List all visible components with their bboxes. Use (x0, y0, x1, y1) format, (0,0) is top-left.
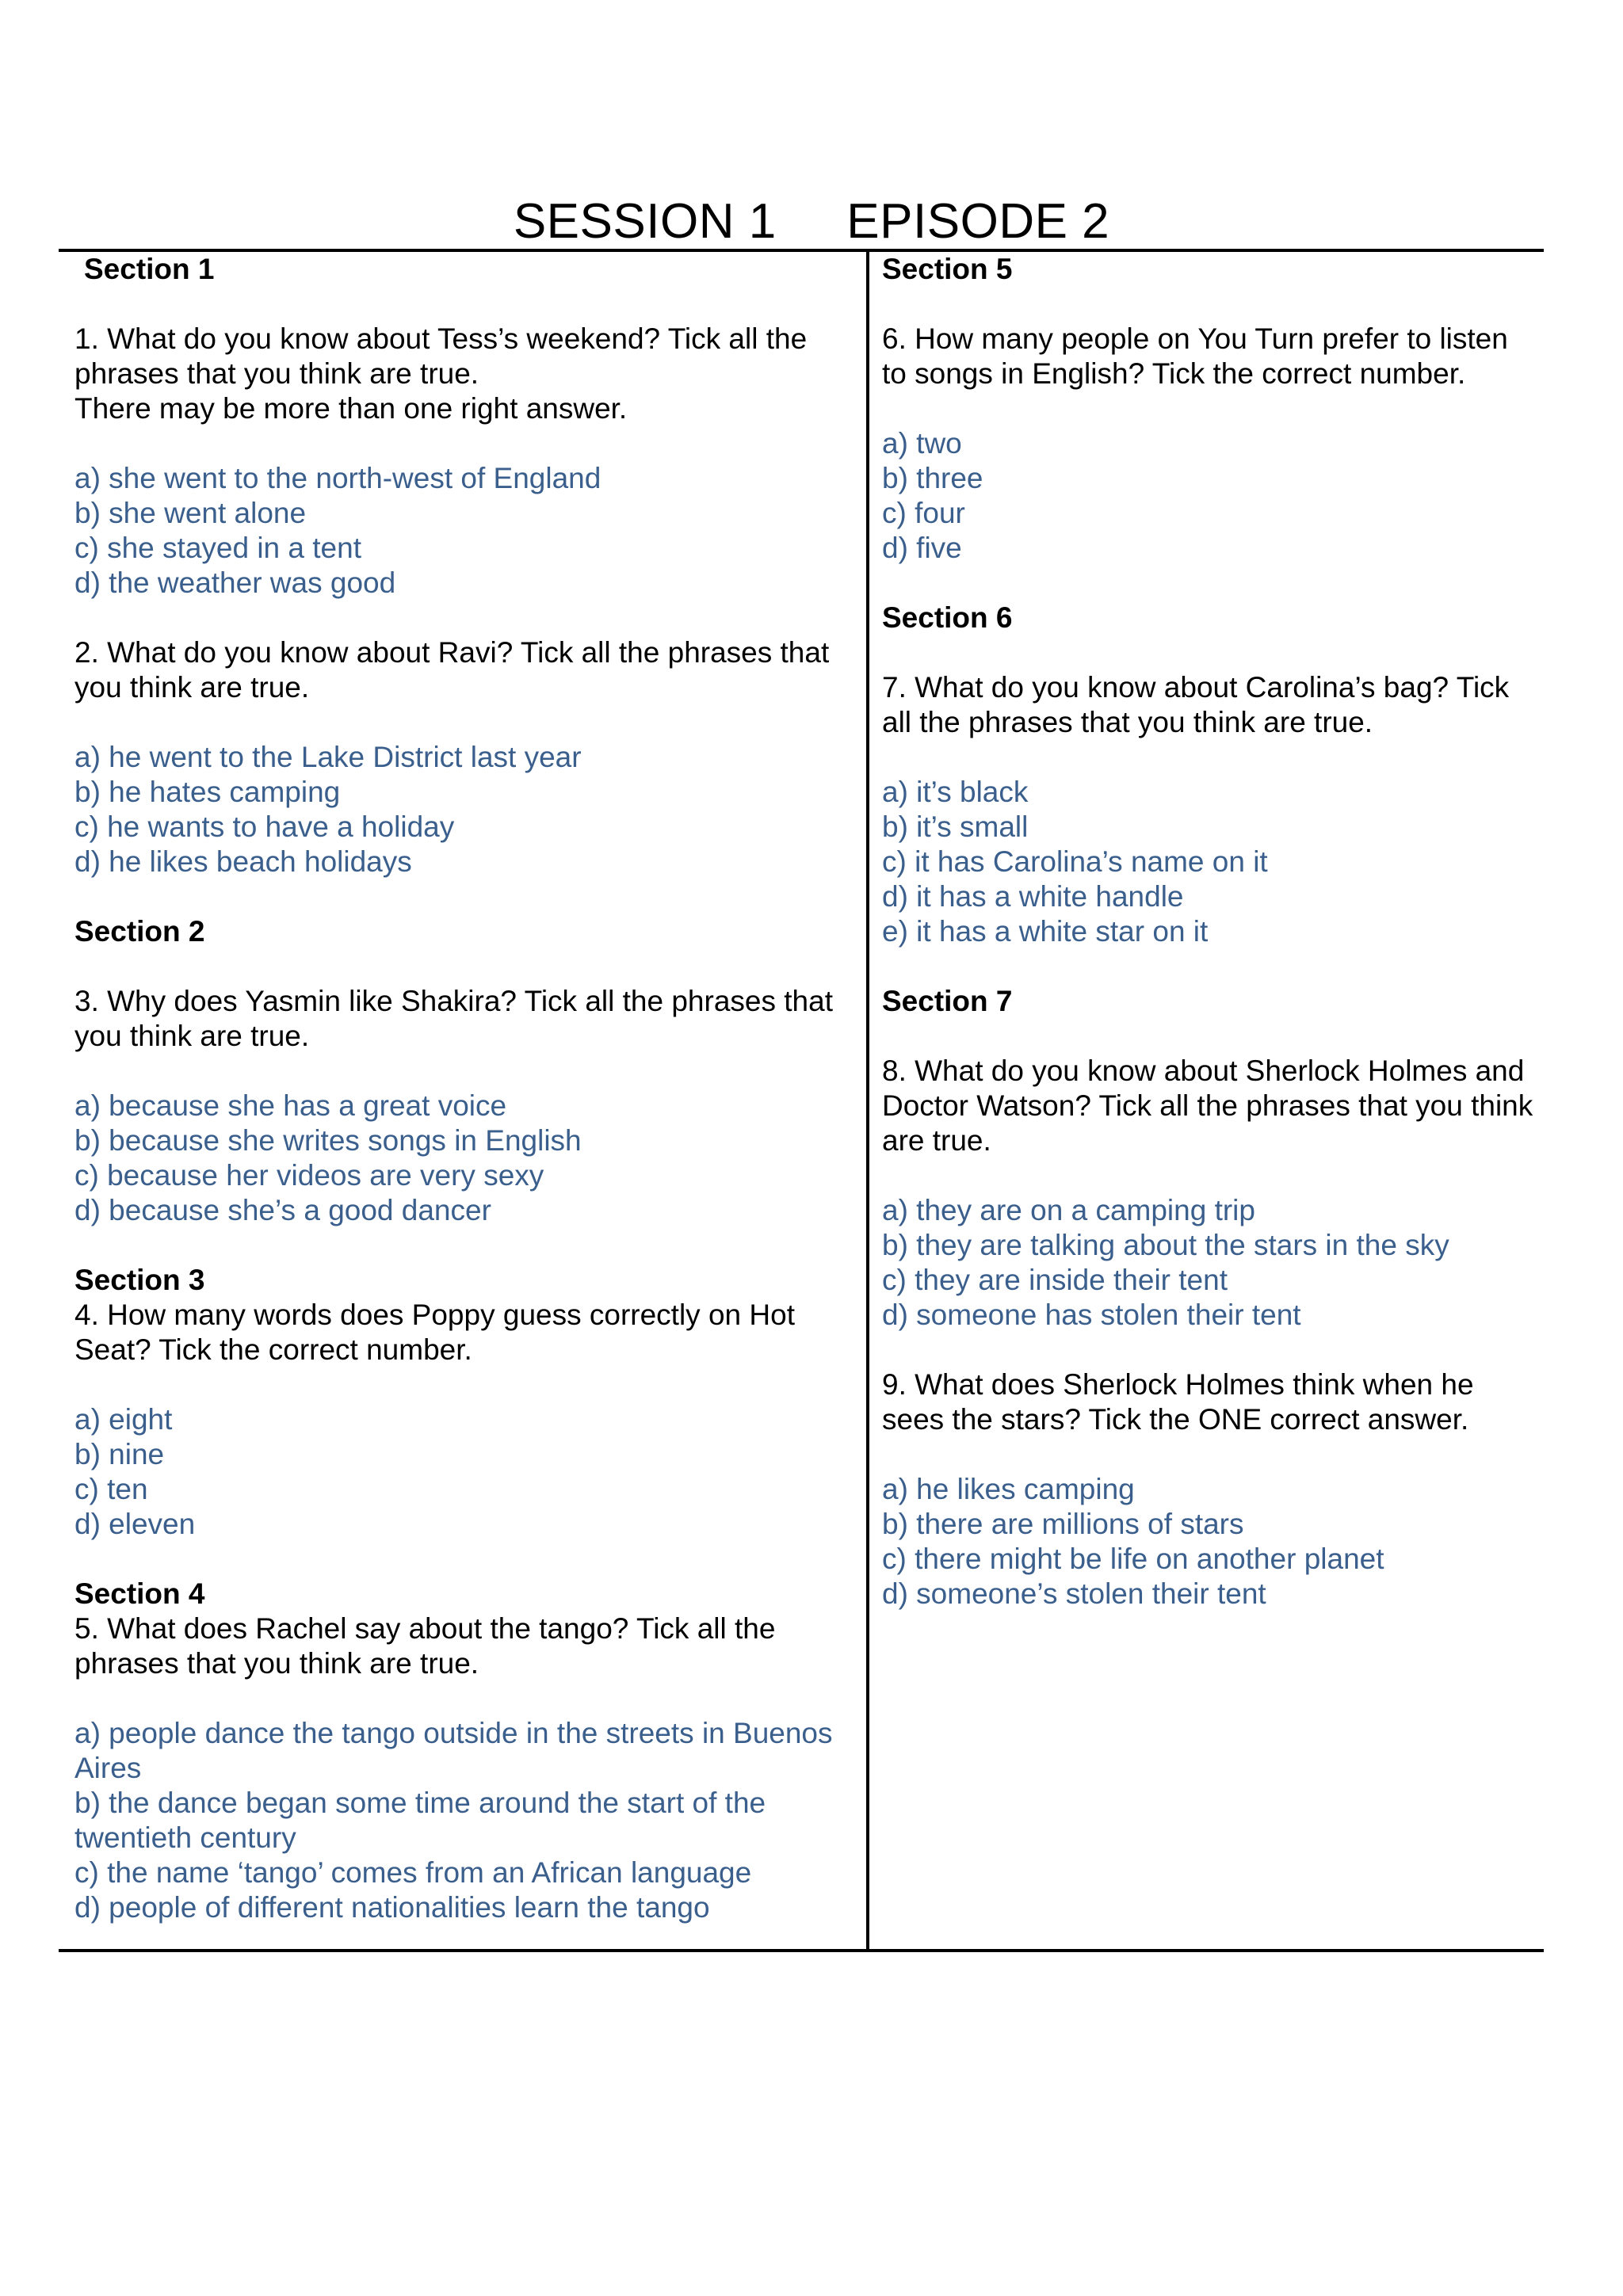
question-1-text: 1. What do you know about Tess’s weekend? Tick all the phrases that you think are true. (74, 322, 808, 390)
bottom-rule (59, 1949, 1544, 1952)
question-3-options (74, 1089, 859, 1228)
option-item[interactable]: b) he hates camping (74, 776, 341, 808)
question-4-options (74, 1402, 859, 1542)
option-item[interactable]: d) because she’s a good dancer (74, 1194, 491, 1226)
option-item[interactable]: b) nine (74, 1438, 165, 1470)
option-item[interactable]: c) she stayed in a tent (74, 532, 361, 564)
option-item[interactable]: a) he likes camping (882, 1473, 1135, 1505)
option-item[interactable]: c) because her videos are very sexy (74, 1159, 544, 1192)
question-1-note: There may be more than one right answer. (74, 392, 628, 425)
section-2-heading: Section 2 (74, 915, 205, 948)
question-2-text: 2. What do you know about Ravi? Tick all the phrases that you think are true. (74, 636, 830, 704)
question-3-text: 3. Why does Yasmin like Shakira? Tick all the phrases that you think are true. (74, 985, 833, 1052)
question-6-text: 6. How many people on You Turn prefer to listen to songs in English? Tick the correct number. (882, 322, 1508, 390)
option-item[interactable]: d) someone’s stolen their tent (882, 1577, 1266, 1610)
option-item[interactable]: c) he wants to have a holiday (74, 810, 455, 843)
option-item[interactable]: b) they are talking about the stars in the sky (882, 1229, 1449, 1261)
option-item[interactable]: d) the weather was good (74, 566, 396, 599)
option-item[interactable]: d) eleven (74, 1508, 196, 1540)
question-4-text: 4. How many words does Poppy guess correctly on Hot Seat? Tick the correct number. (74, 1299, 795, 1366)
question-6-options (882, 426, 1540, 566)
option-item[interactable]: c) it has Carolina’s name on it (882, 845, 1268, 878)
right-column (882, 252, 1540, 1611)
option-item[interactable]: a) two (882, 427, 962, 460)
option-item[interactable]: a) they are on a camping trip (882, 1194, 1255, 1226)
left-column (74, 252, 859, 1925)
option-item[interactable]: c) there might be life on another planet (882, 1543, 1384, 1575)
question-9-text: 9. What does Sherlock Holmes think when he sees the stars? Tick the ONE correct answer. (882, 1368, 1474, 1436)
option-item[interactable]: a) people dance the tango outside in the streets in Buenos Aires (74, 1717, 833, 1784)
question-8-options (882, 1193, 1540, 1333)
question-5-options (74, 1716, 859, 1925)
question-7-options (882, 775, 1540, 949)
option-item[interactable]: d) it has a white handle (882, 880, 1184, 913)
section-1-heading: Section 1 (84, 253, 215, 285)
question-7-text: 7. What do you know about Carolina’s bag? Tick all the phrases that you think are true. (882, 671, 1510, 738)
option-item[interactable]: a) it’s black (882, 776, 1029, 808)
option-item[interactable]: c) four (882, 497, 965, 529)
question-9-options (882, 1472, 1540, 1611)
option-item[interactable]: b) because she writes songs in English (74, 1124, 582, 1157)
option-item[interactable]: c) the name ‘tango’ comes from an African language (74, 1856, 752, 1889)
option-item[interactable]: a) because she has a great voice (74, 1089, 507, 1122)
option-item[interactable]: a) he went to the Lake District last year (74, 741, 582, 773)
question-8-text: 8. What do you know about Sherlock Holmes and Doctor Watson? Tick all the phrases that you think are true. (882, 1055, 1533, 1157)
column-divider (866, 250, 869, 1951)
option-item[interactable]: b) it’s small (882, 810, 1029, 843)
section-3-heading: Section 3 (74, 1264, 205, 1296)
option-item[interactable]: c) they are inside their tent (882, 1264, 1228, 1296)
option-item[interactable]: d) five (882, 532, 962, 564)
option-item[interactable]: e) it has a white star on it (882, 915, 1209, 948)
option-item[interactable]: a) eight (74, 1403, 173, 1436)
option-item[interactable]: d) he likes beach holidays (74, 845, 412, 878)
option-item[interactable]: a) she went to the north-west of England (74, 462, 601, 494)
option-item[interactable]: b) there are millions of stars (882, 1508, 1244, 1540)
option-item[interactable]: b) the dance began some time around the start of the twentieth century (74, 1787, 766, 1854)
section-5-heading: Section 5 (882, 253, 1013, 285)
question-5-text: 5. What does Rachel say about the tango? Tick all the phrases that you think are true. (74, 1612, 776, 1680)
section-4-heading: Section 4 (74, 1577, 205, 1610)
section-7-heading: Section 7 (882, 985, 1013, 1017)
option-item[interactable]: b) three (882, 462, 983, 494)
section-6-heading: Section 6 (882, 601, 1013, 634)
question-2-options (74, 740, 859, 879)
question-1-options (74, 461, 859, 601)
option-item[interactable]: d) people of different nationalities learn the tango (74, 1891, 710, 1924)
page-title: SESSION 1 EPISODE 2 (513, 194, 1110, 249)
option-item[interactable]: c) ten (74, 1473, 148, 1505)
option-item[interactable]: b) she went alone (74, 497, 307, 529)
option-item[interactable]: d) someone has stolen their tent (882, 1299, 1301, 1331)
